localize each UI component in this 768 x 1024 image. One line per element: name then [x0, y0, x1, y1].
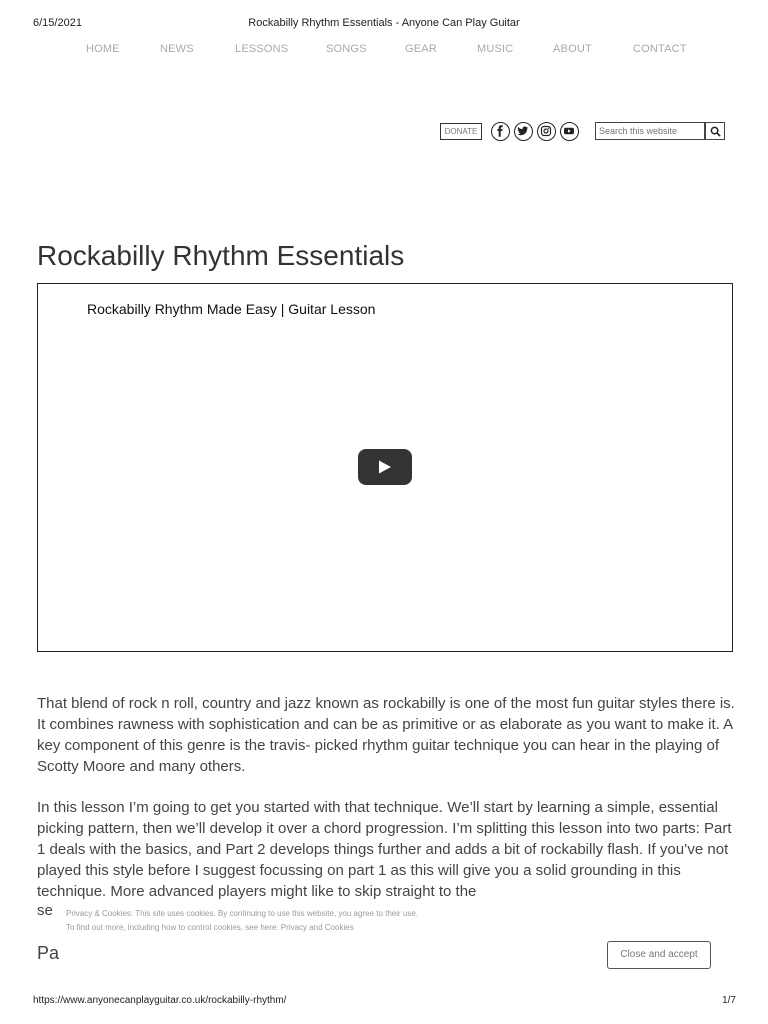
nav-item-lessons[interactable]: LESSONS: [235, 43, 289, 55]
search-input[interactable]: [595, 122, 705, 140]
print-url: https://www.anyonecanplayguitar.co.uk/rockabilly-rhythm/: [33, 995, 287, 1006]
print-date: 6/15/2021: [33, 17, 82, 29]
search-icon: [710, 126, 721, 137]
close-and-accept-button[interactable]: Close and accept: [607, 941, 711, 969]
article-paragraph-fragment: se: [37, 902, 53, 919]
youtube-icon[interactable]: [560, 122, 579, 141]
donate-button[interactable]: DONATE: [440, 123, 482, 140]
print-page-number: 1/7: [722, 995, 736, 1006]
article-paragraph: That blend of rock n roll, country and jazz known as rockabilly is one of the most fun guitar styles there is. It combines rawness with sophistication and can be as primitive or as elaborate as you want to make it. A key component of this genre is the travis- picked rhythm guitar technique you can hear in the playing of Scotty Moore and many others.: [37, 695, 735, 775]
facebook-icon[interactable]: [491, 122, 510, 141]
cookie-notice-text: Privacy & Cookies: This site uses cookies. By continuing to use this website, you agree to their use.: [66, 909, 419, 918]
twitter-icon[interactable]: [514, 122, 533, 141]
nav-item-music[interactable]: MUSIC: [477, 43, 514, 55]
video-embed[interactable]: [37, 283, 733, 652]
nav-item-about[interactable]: ABOUT: [553, 43, 592, 55]
main-nav: [0, 43, 768, 57]
instagram-icon[interactable]: [537, 122, 556, 141]
nav-item-news[interactable]: NEWS: [160, 43, 194, 55]
search-button[interactable]: [705, 122, 725, 140]
section-heading-fragment: Pa: [37, 943, 60, 963]
print-title: Rockabilly Rhythm Essentials - Anyone Can Play Guitar: [248, 17, 520, 29]
nav-item-songs[interactable]: SONGS: [326, 43, 367, 55]
nav-item-gear[interactable]: GEAR: [405, 43, 437, 55]
nav-item-home[interactable]: HOME: [86, 43, 120, 55]
video-title[interactable]: Rockabilly Rhythm Made Easy | Guitar Lesson: [87, 301, 376, 317]
page-title: Rockabilly Rhythm Essentials: [37, 240, 405, 271]
nav-item-contact[interactable]: CONTACT: [633, 43, 687, 55]
article-paragraph: In this lesson I’m going to get you started with that technique. We’ll start by learning a simple, essential picking pattern, then we’ll develop it over a chord progression. I’m splitting this lesson into two parts: Part 1 deals with the basics, and Part 2 develops things further and adds a bit of rockabilly flash. If you’ve not played this style before I suggest focussing on part 1 as this will give you a solid grounding in this technique. More advanced players might like to skip straight to the: [37, 799, 732, 900]
play-icon: [378, 460, 392, 474]
cookie-notice-link-text[interactable]: To find out more, including how to control cookies, see here: Privacy and Cookies: [66, 923, 354, 932]
play-button[interactable]: [358, 449, 412, 485]
